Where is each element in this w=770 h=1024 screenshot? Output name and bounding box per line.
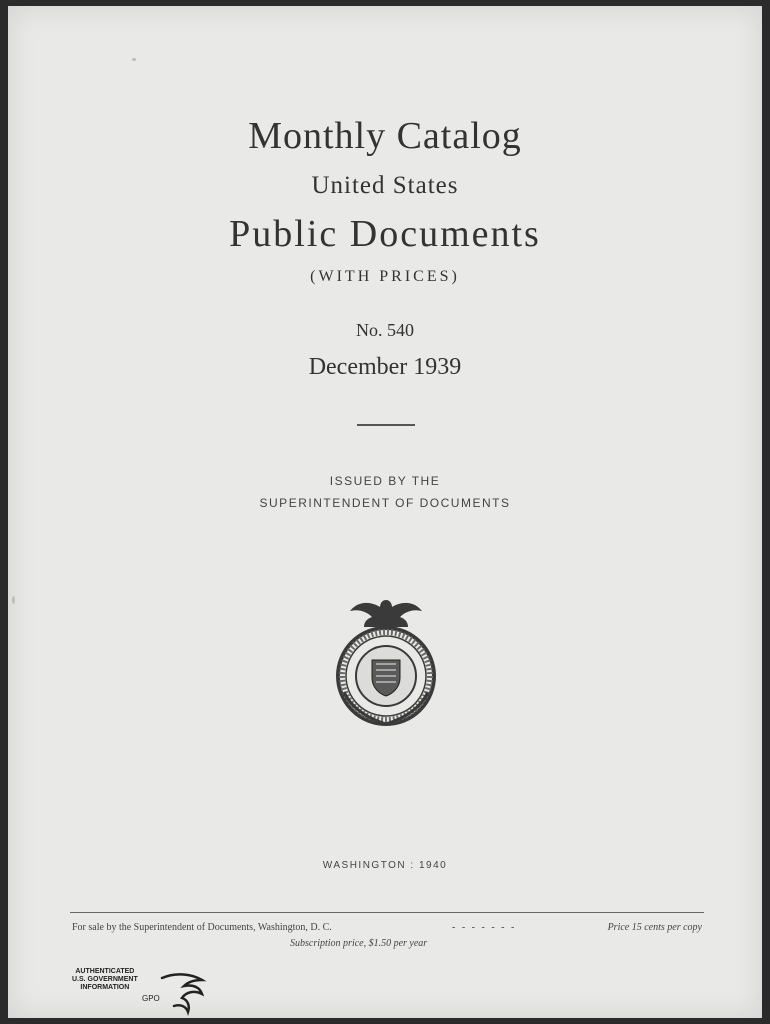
issued-by-line1: ISSUED BY THE [329,474,441,488]
scan-speck [132,58,136,61]
issue-date: December 1939 [308,354,462,380]
footer-rule [70,912,704,913]
leader-dashes: - - - - - - - [452,922,517,933]
issue-number: No. 540 [356,320,414,340]
subscription-price: Subscription price, $1.50 per year [290,938,428,949]
authentication-stamp [72,968,138,992]
catalog-main-title: Public Documents [229,213,541,255]
scan-speck [12,596,15,604]
catalog-prices-note: (WITH PRICES) [310,268,460,285]
document-page [8,6,762,1018]
sale-notice: For sale by the Superintendent of Documents, Washington, D. C. [72,922,332,933]
catalog-subtitle: United States [311,172,459,199]
superintendent-of-documents-seal-icon [324,596,448,730]
issued-by-line2: SUPERINTENDENT OF DOCUMENTS [259,496,511,510]
auth-line3: INFORMATION [80,984,130,991]
catalog-title: Monthly Catalog [248,115,522,157]
gpo-eagle-icon [156,968,208,1016]
auth-line2: U.S. GOVERNMENT [72,976,138,983]
place-and-year: WASHINGTON : 1940 [322,860,448,871]
divider [357,424,415,426]
auth-line1: AUTHENTICATED [75,968,135,975]
copy-price: Price 15 cents per copy [607,922,702,933]
gpo-label: GPO [142,994,160,1003]
